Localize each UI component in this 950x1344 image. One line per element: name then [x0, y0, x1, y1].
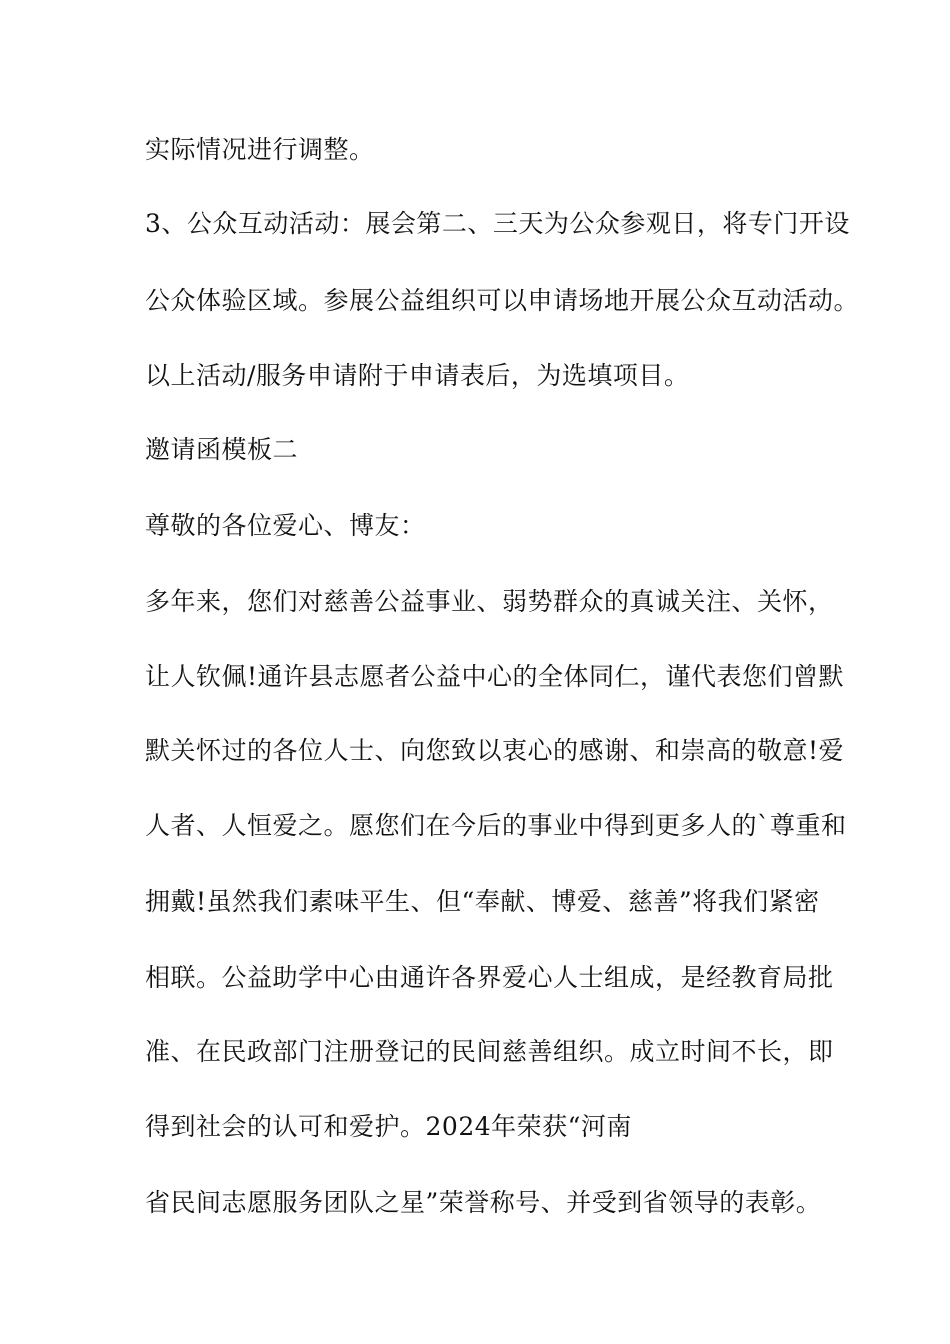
salutation: 尊敬的各位爱心、博友：	[145, 511, 426, 540]
text-line: 人者、人恒爱之。愿您们在今后的事业中得到更多人的`尊重和	[145, 811, 847, 840]
text-line: 默关怀过的各位人士、向您致以衷心的感谢、和崇高的敬意!爱	[145, 736, 845, 765]
text-line: 准、在民政部门注册登记的民间慈善组织。成立时间不长，即	[145, 1037, 834, 1066]
text-line: 以上活动/服务申请附于申请表后，为选填项目。	[145, 361, 690, 390]
text-line: 让人钦佩!通许县志愿者公益中心的全体同仁，谨代表您们曾默	[145, 662, 845, 691]
text-line: 得到社会的认可和爱护。2024年荣获“河南	[145, 1112, 632, 1141]
text-line: 相联。公益助学中心由通许各界爱心人士组成，是经教育局批	[145, 963, 834, 992]
text-line: 实际情况进行调整。	[145, 135, 375, 164]
text-line: 拥戴!虽然我们素味平生、但“奉献、博爱、慈善”将我们紧密	[145, 887, 820, 916]
text-line: 省民间志愿服务团队之星”荣誉称号、并受到省领导的表彰。	[145, 1188, 822, 1217]
text-line: 3、公众互动活动：展会第二、三天为公众参观日，将专门开设	[145, 209, 850, 238]
section-heading: 邀请函模板二	[145, 435, 299, 464]
text-line: 公众体验区域。参展公益组织可以申请场地开展公众互动活动。	[145, 286, 860, 315]
text-line: 多年来，您们对慈善公益事业、弱势群众的真诚关注、关怀，	[145, 587, 834, 616]
